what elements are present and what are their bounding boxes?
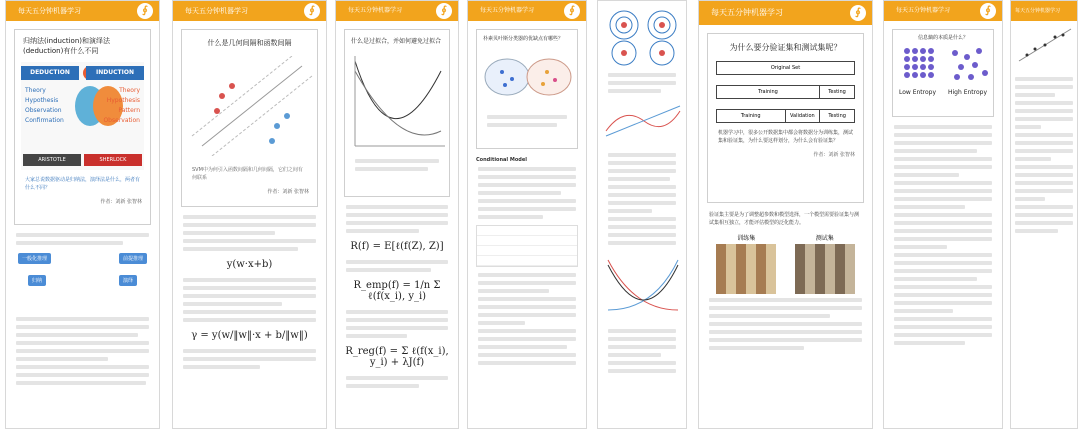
header-title: 每天五分钟机器学习 — [18, 7, 81, 15]
body-text — [336, 205, 458, 233]
page-header — [173, 1, 326, 21]
body-text — [468, 167, 586, 219]
svm-margin-figure — [182, 56, 319, 156]
logo-icon: ∮ — [137, 3, 153, 19]
cover-card — [344, 29, 450, 197]
training-block: Training — [716, 109, 786, 123]
step: Pattern — [118, 107, 140, 114]
body-text — [336, 310, 458, 338]
tree-node: 归纳 — [28, 275, 46, 286]
cover-card — [476, 29, 578, 149]
step: Observation — [103, 117, 140, 124]
training-block: Training — [716, 85, 820, 99]
logo-icon: ∮ — [850, 5, 866, 21]
header-title: 每天五分钟机器学习 — [896, 7, 951, 14]
cover-card — [707, 33, 864, 203]
article-page-2 — [172, 0, 327, 429]
body-text — [468, 273, 586, 365]
tree-diagram — [16, 251, 149, 311]
expected-risk-formula: R(f) = E[ℓ(f(Z), Z)] — [350, 241, 444, 252]
data-split-diagram — [716, 61, 855, 123]
article-title: 什么是几何间隔和函数间隔 — [207, 39, 292, 47]
step: Hypothesis — [106, 97, 140, 104]
page-header — [884, 1, 1002, 21]
geometric-margin-formula: γ = y(w/‖w‖·x + b/‖w‖) — [191, 330, 308, 341]
header-title: 每天五分钟机器学习 — [711, 8, 783, 17]
induction-label: INDUCTION — [86, 66, 144, 80]
structural-risk-formula: R_reg(f) = Σ ℓ(f(x_i), y_i) + λJ(f) — [345, 346, 449, 368]
cover-caption: 大家总说数据驱动是归纳法，演绎法是什么，两者有什么不同？ — [25, 177, 141, 191]
article-page-6 — [698, 0, 873, 429]
author: 作者：刘新 张智林 — [267, 189, 309, 195]
deduction-steps — [25, 86, 64, 126]
page-header — [468, 1, 586, 21]
header-title: 每天五分钟机器学习 — [185, 7, 248, 15]
section-heading: Conditional Model — [476, 157, 527, 163]
deduction-label: DEDUCTION — [21, 66, 79, 80]
functional-margin-formula: y(w·x+b) — [226, 259, 273, 270]
original-set-bar: Original Set — [716, 61, 855, 75]
bias-variance-targets — [604, 7, 680, 67]
logo-icon: ∮ — [980, 3, 996, 19]
step: Confirmation — [25, 117, 64, 124]
high-entropy-label: High Entropy — [948, 89, 988, 96]
body-text — [6, 317, 159, 385]
body-text — [598, 153, 686, 245]
article-title: 什么是过拟合，并如何避免过拟合 — [351, 38, 442, 45]
header-title: 每天五分钟机器学习 — [1015, 8, 1061, 14]
article-title: 为什么要分验证集和测试集呢？ — [729, 43, 842, 52]
testing-block: Testing — [820, 85, 855, 99]
cover-card — [14, 29, 151, 225]
fit-curve-figure — [604, 101, 682, 141]
body-text — [6, 233, 159, 245]
entropy-dots-figure — [893, 45, 995, 85]
tree-node: 前提推理 — [119, 253, 147, 264]
body-text — [1011, 77, 1077, 233]
validation-block: Validation — [786, 109, 821, 123]
header-title: 每天五分钟机器学习 — [348, 7, 403, 14]
author: 作者：刘新 张智林 — [813, 152, 855, 158]
sherlock-label: SHERLOCK — [84, 154, 142, 166]
article-page-3 — [335, 0, 459, 429]
step: Theory — [25, 87, 46, 94]
caption-lines — [477, 115, 577, 127]
test-image-grid — [795, 244, 855, 294]
body-paragraph: 验证集主要是为了调整超参数和模型选择，一个模型需要验证集与测试集相互独立，才能评估模型的泛化能力。 — [709, 212, 860, 226]
logo-icon: ∮ — [564, 3, 580, 19]
induction-steps — [103, 86, 140, 126]
scatter-figure — [1015, 25, 1075, 65]
bayes-cluster-figure — [477, 47, 579, 107]
article-page-4 — [467, 0, 587, 429]
cover-card — [181, 29, 318, 207]
article-title: 归纳法(induction)和演绎法(deduction)有什么不同 — [23, 37, 110, 55]
deduction-induction-figure — [21, 62, 144, 170]
test-set-label: 测试集 — [815, 235, 834, 242]
tree-node: 演绎 — [119, 275, 137, 286]
cover-caption: 机器学习中，很多公开数据集中都会将数据分为训练集，测试集和验证集，为什么要这样划分，为什么会有验证集？ — [718, 130, 854, 144]
caption-lines — [345, 159, 449, 171]
body-text — [598, 73, 686, 93]
body-text — [884, 125, 1002, 345]
author: 作者：刘新 张智林 — [100, 199, 142, 205]
cover-caption: SVM中为何引入函数间隔和几何间隔，它们之间有何联系 — [192, 167, 303, 181]
header-title: 每天五分钟机器学习 — [480, 7, 535, 14]
article-page-1 — [5, 0, 160, 429]
cover-card — [892, 29, 994, 117]
article-title: 朴素贝叶斯分类器的优缺点有哪些？ — [483, 36, 564, 42]
body-text — [336, 376, 458, 388]
article-title: 信息熵的本质是什么？ — [917, 35, 968, 41]
testing-block: Testing — [820, 109, 855, 123]
logo-icon: ∮ — [304, 3, 320, 19]
page-header — [6, 1, 159, 21]
aristotle-label: ARISTOTLE — [23, 154, 81, 166]
tree-node: 一般化推理 — [18, 253, 51, 264]
data-table — [476, 225, 578, 267]
body-text — [336, 260, 458, 272]
entropy-labels — [893, 89, 993, 96]
article-page-8 — [1010, 0, 1078, 429]
tradeoff-curve-figure — [604, 255, 682, 315]
body-text — [173, 278, 326, 322]
train-set-label: 训练集 — [737, 235, 756, 242]
body-text — [699, 298, 872, 350]
page-header — [699, 1, 872, 25]
low-entropy-label: Low Entropy — [898, 89, 937, 96]
body-text — [598, 329, 686, 373]
article-page-7 — [883, 0, 1003, 429]
page-header — [1011, 1, 1077, 21]
step: Observation — [25, 107, 62, 114]
dataset-figure — [707, 233, 864, 294]
overfitting-curve-figure — [345, 51, 451, 151]
empirical-risk-formula: R_emp(f) = 1/n Σ ℓ(f(x_i), y_i) — [353, 280, 441, 302]
body-text — [173, 215, 326, 251]
step: Hypothesis — [25, 97, 59, 104]
step: Theory — [119, 87, 140, 94]
page-header — [336, 1, 458, 21]
logo-icon: ∮ — [436, 3, 452, 19]
train-image-grid — [716, 244, 776, 294]
article-page-5 — [597, 0, 687, 429]
body-text — [173, 349, 326, 369]
